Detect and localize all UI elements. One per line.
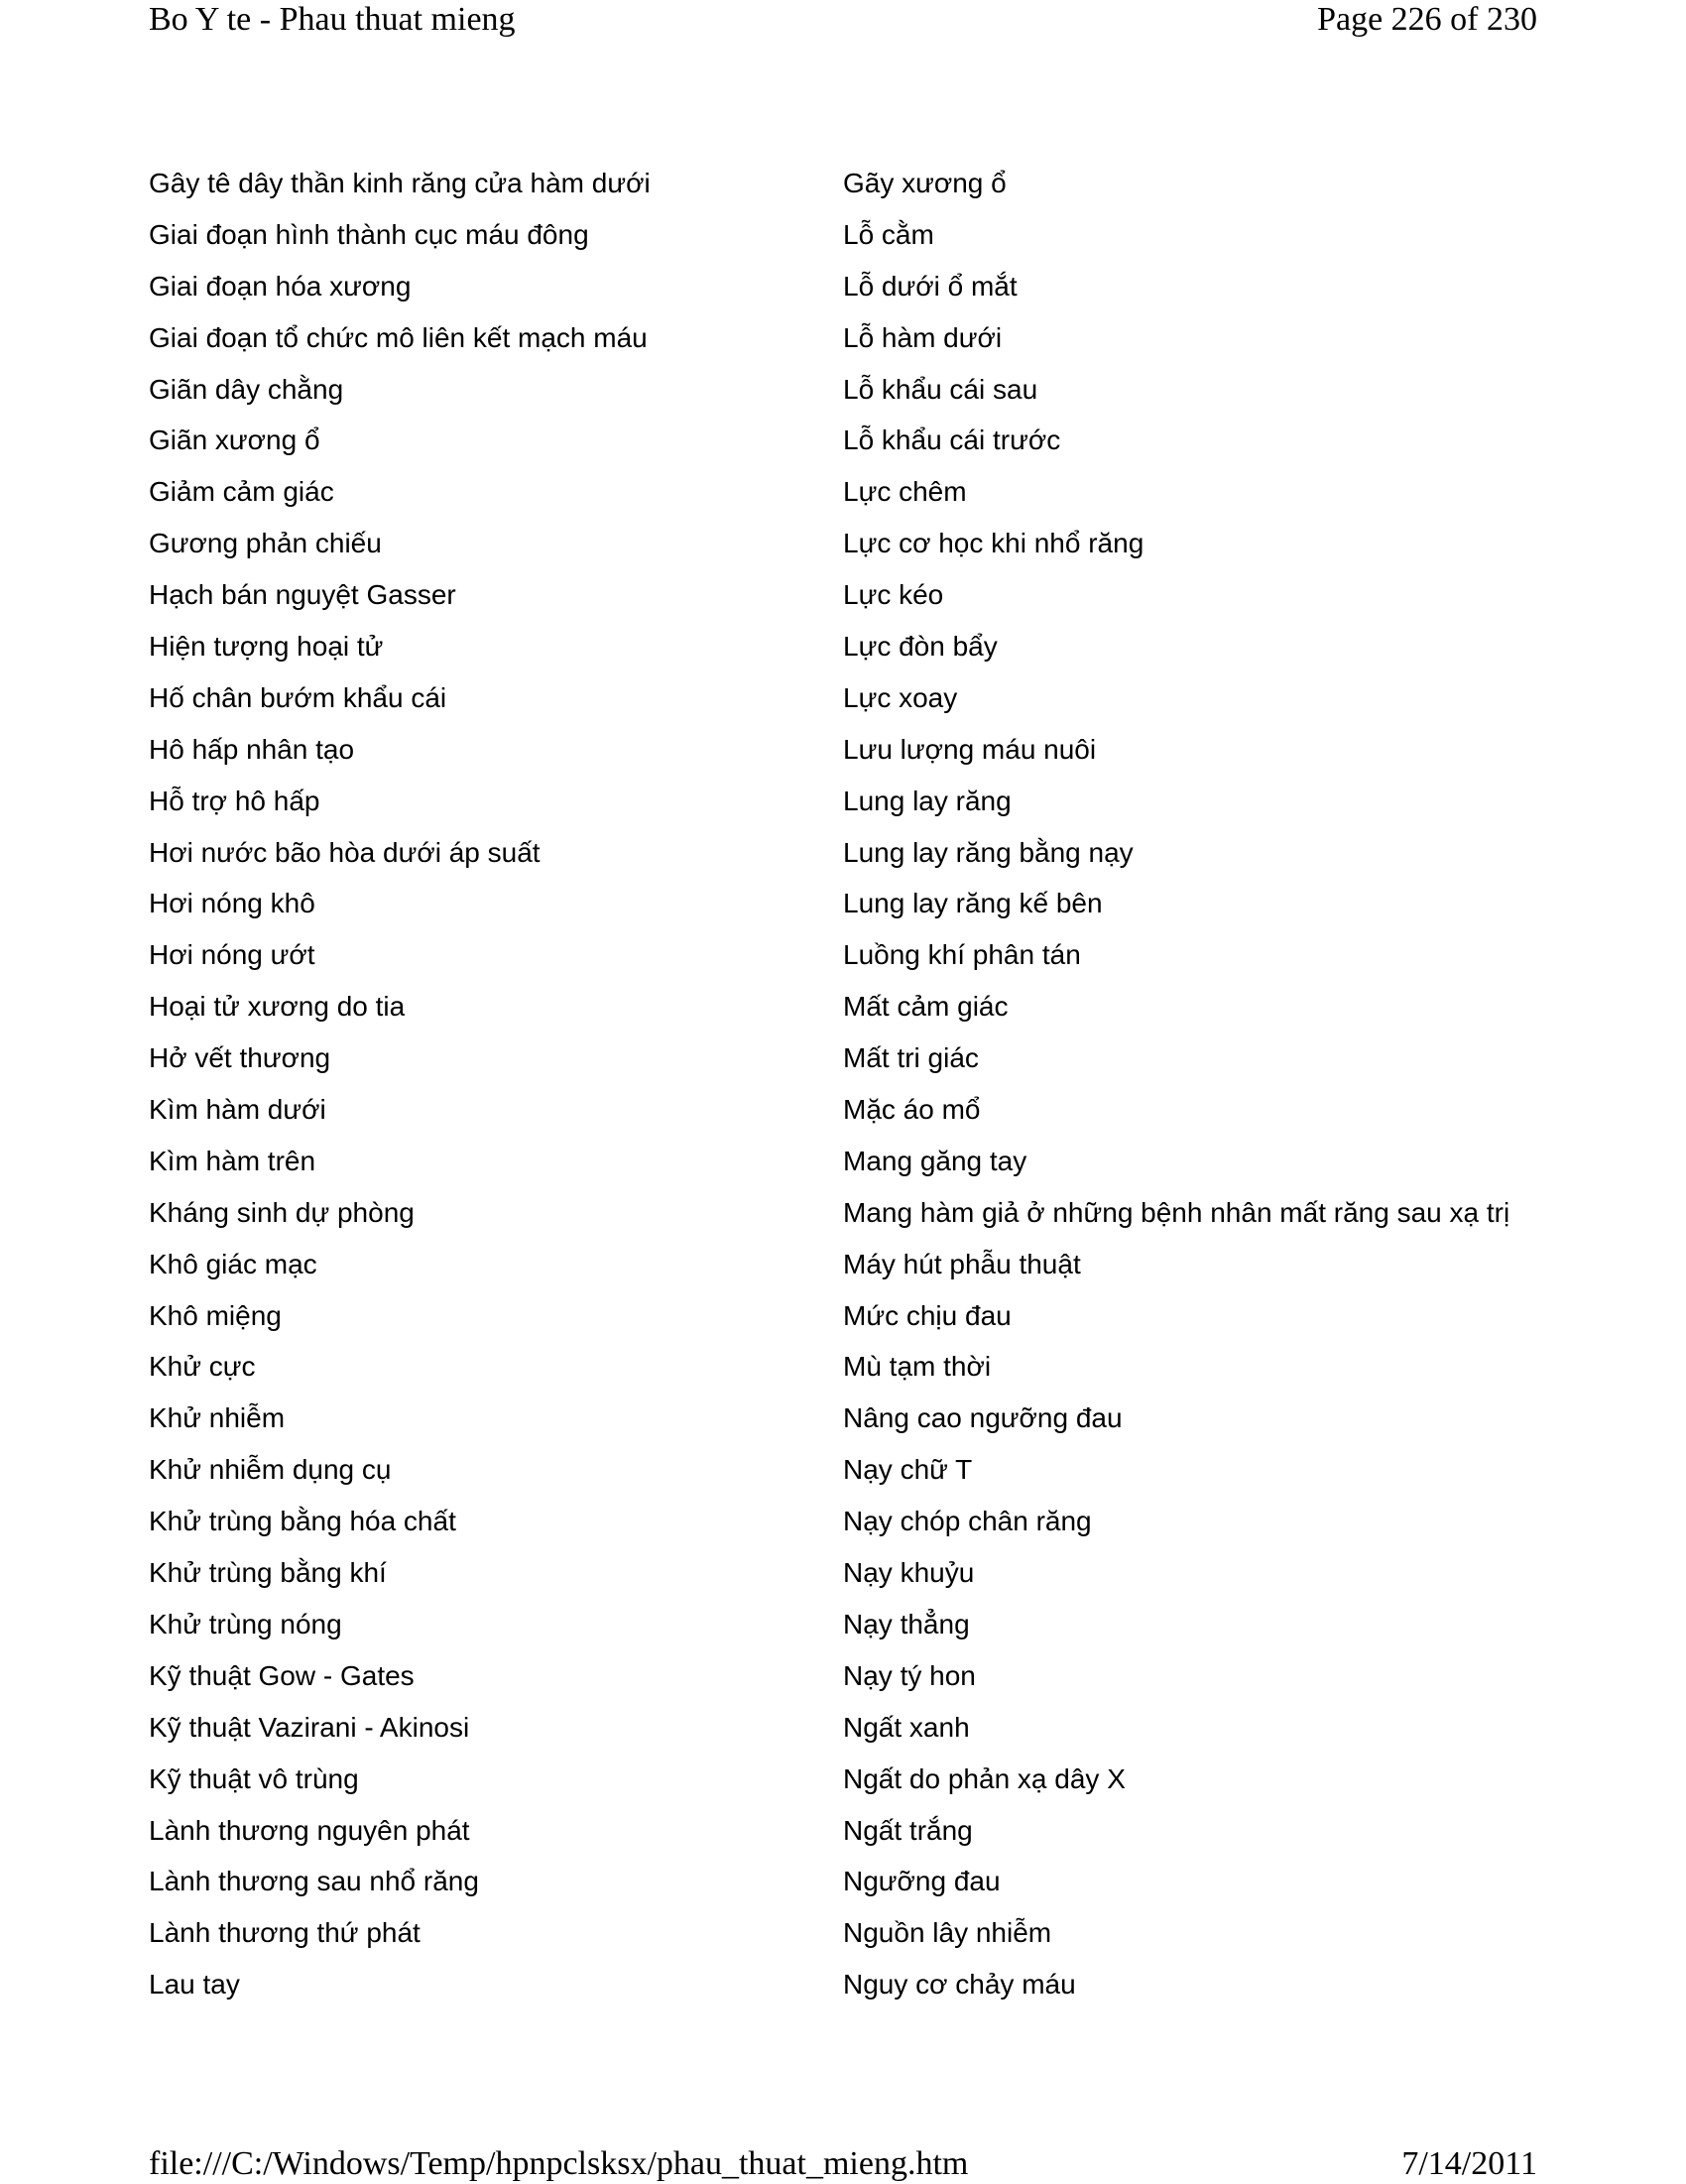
index-term: Ngưỡng đau (843, 1866, 1001, 1897)
index-term: Nạy chữ T (843, 1454, 973, 1486)
index-term: Lỗ khẩu cái sau (843, 373, 1038, 405)
print-date: 7/14/2011 (1401, 2145, 1537, 2182)
index-term: Khử trùng nóng (149, 1608, 342, 1639)
index-term: Khô miệng (149, 1299, 282, 1331)
index-term: Nâng cao ngưỡng đau (843, 1402, 1123, 1434)
index-columns (149, 163, 1587, 2015)
index-term: Nạy khuỷu (843, 1557, 975, 1589)
index-term: Nạy tý hon (843, 1659, 976, 1691)
index-term: Giãn xương ổ (149, 425, 320, 456)
index-term: Kỹ thuật Vazirani - Akinosi (149, 1711, 470, 1743)
index-term: Lực chêm (843, 476, 967, 508)
index-term: Giai đoạn hình thành cục máu đông (149, 218, 589, 250)
index-term: Mang găng tay (843, 1145, 1027, 1176)
index-term: Hơi nóng ướt (149, 939, 315, 971)
index-term: Luồng khí phân tán (843, 939, 1081, 971)
index-term: Hở vết thương (149, 1042, 331, 1074)
index-term: Mù tạm thời (843, 1351, 992, 1383)
index-term: Nạy chóp chân răng (843, 1506, 1092, 1537)
index-term: Lỗ hàm dưới (843, 321, 1003, 353)
index-term: Lưu lượng máu nuôi (843, 733, 1097, 765)
index-term: Kìm hàm dưới (149, 1094, 326, 1126)
index-term: Nạy thẳng (843, 1608, 970, 1639)
index-term: Ngất do phản xạ dây X (843, 1762, 1126, 1794)
index-term: Lực cơ học khi nhổ răng (843, 528, 1144, 559)
file-path: file:///C:/Windows/Temp/hpnpclsksx/phau_thuat_mieng.htm (149, 2145, 969, 2182)
index-term: Hiện tượng hoại tử (149, 631, 384, 663)
index-term: Lành thương sau nhổ răng (149, 1866, 479, 1897)
index-term: Kỹ thuật Gow - Gates (149, 1659, 415, 1691)
index-column-left (149, 163, 843, 2015)
index-term: Hỗ trợ hô hấp (149, 785, 320, 816)
index-term: Khô giác mạc (149, 1248, 317, 1279)
document-title: Bo Y te - Phau thuat mieng (149, 1, 516, 38)
index-term: Lành thương nguyên phát (149, 1814, 470, 1846)
index-term: Hố chân bướm khẩu cái (149, 681, 447, 713)
index-term: Giãn dây chằng (149, 373, 344, 405)
index-term: Mất cảm giác (843, 991, 1009, 1023)
index-term: Kỹ thuật vô trùng (149, 1762, 359, 1794)
index-term: Hoại tử xương do tia (149, 991, 406, 1023)
index-term: Khử trùng bằng khí (149, 1557, 387, 1589)
index-term: Gây tê dây thần kinh răng cửa hàm dưới (149, 168, 651, 198)
index-term: Máy hút phẫu thuật (843, 1248, 1081, 1279)
index-term: Gương phản chiếu (149, 528, 382, 559)
index-term: Gãy xương ổ (843, 168, 1007, 198)
index-term: Lau tay (149, 1969, 240, 2001)
index-term: Khử trùng bằng hóa chất (149, 1506, 456, 1537)
index-term: Giảm cảm giác (149, 476, 334, 508)
index-term: Hô hấp nhân tạo (149, 733, 355, 765)
index-term: Lực xoay (843, 681, 958, 713)
index-term: Khử nhiễm (149, 1402, 286, 1434)
index-term: Khử nhiễm dụng cụ (149, 1454, 392, 1486)
index-term: Lung lay răng kế bên (843, 888, 1103, 919)
index-term: Hạch bán nguyệt Gasser (149, 579, 456, 611)
index-term: Lực đòn bẩy (843, 631, 998, 663)
index-term: Lỗ cằm (843, 218, 934, 250)
index-term: Mang hàm giả ở những bệnh nhân mất răng sau xạ trị (843, 1196, 1510, 1228)
index-term: Mức chịu đau (843, 1299, 1012, 1331)
index-column-right (843, 163, 1587, 2015)
index-term: Lành thương thứ phát (149, 1917, 421, 1949)
index-term: Hơi nóng khô (149, 888, 315, 919)
index-term: Mất tri giác (843, 1042, 979, 1074)
index-term: Nguồn lây nhiễm (843, 1917, 1052, 1949)
page-number: Page 226 of 230 (1317, 1, 1537, 38)
index-term: Lực kéo (843, 579, 944, 611)
index-term: Lỗ dưới ổ mắt (843, 270, 1018, 302)
index-term: Khử cực (149, 1351, 256, 1383)
index-term: Kìm hàm trên (149, 1145, 316, 1176)
index-term: Giai đoạn hóa xương (149, 270, 412, 302)
index-term: Lung lay răng (843, 785, 1012, 816)
index-term: Nguy cơ chảy máu (843, 1969, 1076, 2001)
index-term: Lung lay răng bằng nạy (843, 836, 1134, 868)
index-term: Kháng sinh dự phòng (149, 1196, 415, 1228)
index-term: Ngất trắng (843, 1814, 973, 1846)
index-term: Mặc áo mổ (843, 1094, 981, 1126)
page-header (149, 0, 1537, 40)
index-term: Lỗ khẩu cái trước (843, 425, 1061, 456)
index-term: Ngất xanh (843, 1711, 970, 1743)
index-term: Hơi nước bão hòa dưới áp suất (149, 836, 541, 868)
page-footer (149, 2144, 1537, 2184)
index-term: Giai đoạn tổ chức mô liên kết mạch máu (149, 321, 648, 353)
